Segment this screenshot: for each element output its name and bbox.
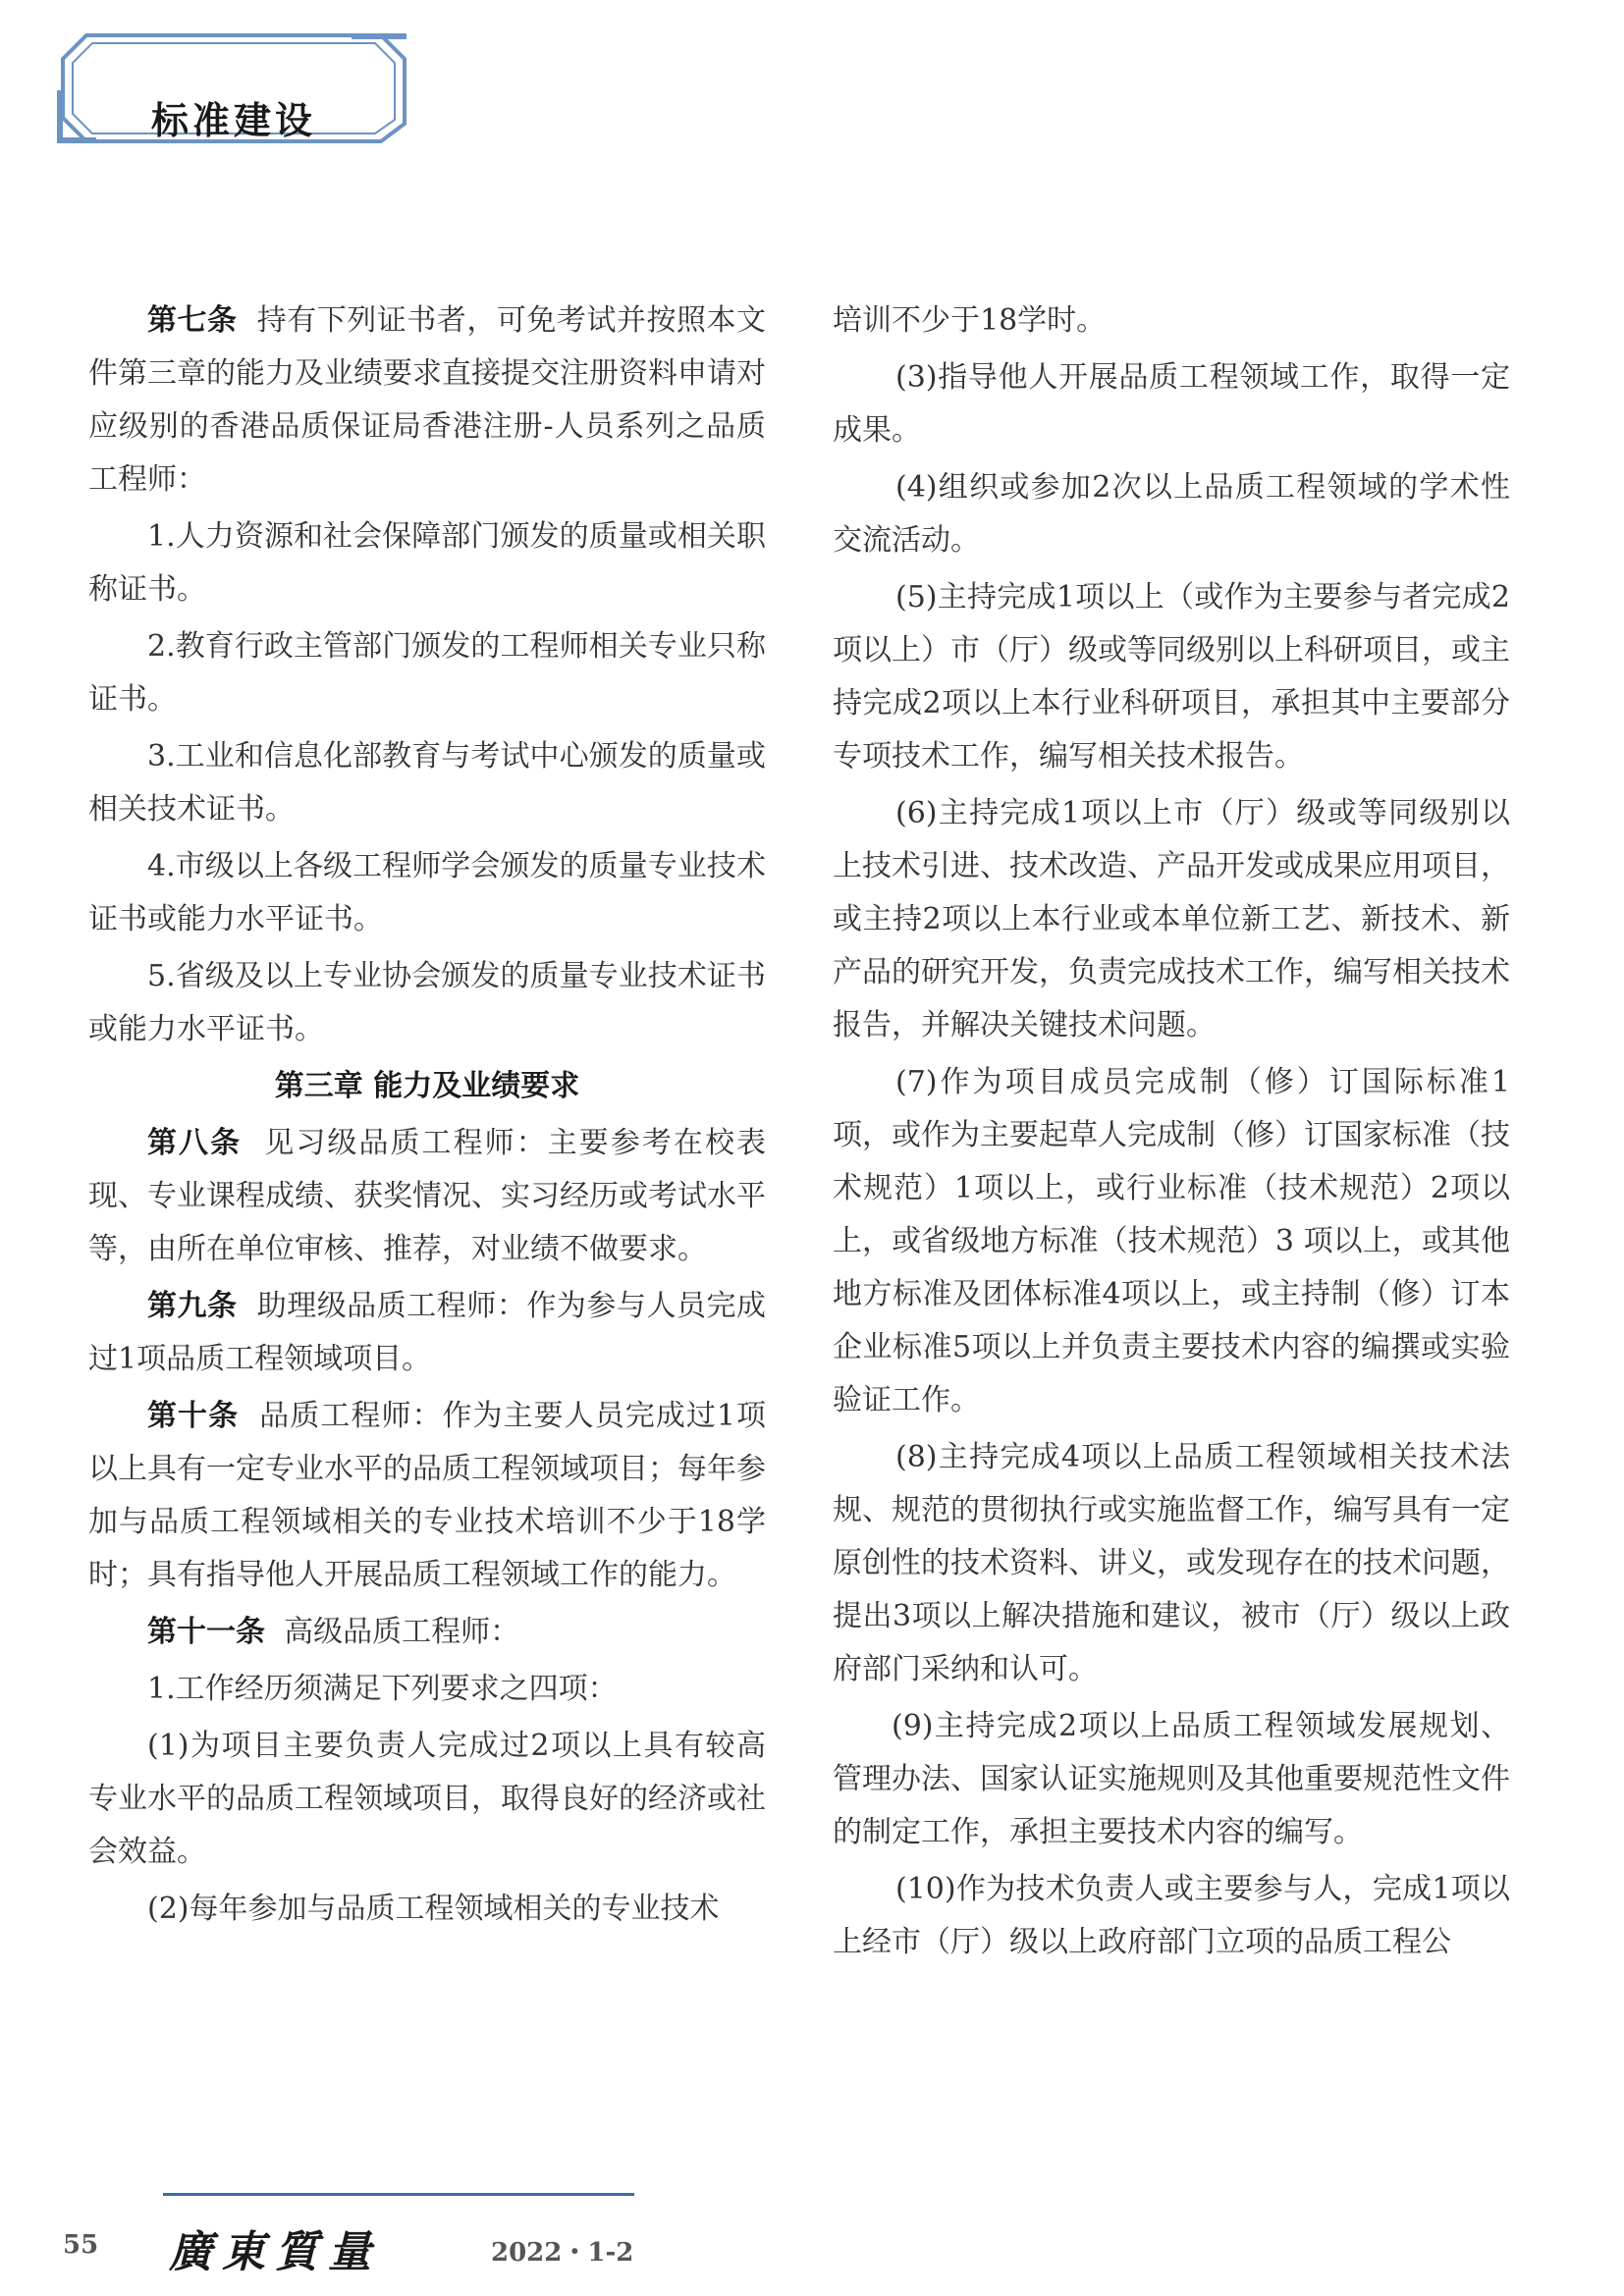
req-item-7: (7)作为项目成员完成制（修）订国际标准1项，或作为主要起草人完成制（修）订国家标准（技术规范）1项以上，或行业标准（技术规范）2项以上，或省级地方标准（技术规范）3 项以上，或其他地方标准及团体标准4项以上，或主持制（修）订本企业标准5项以上并负责主要技术内容的编撰或实验验证工作。 xyxy=(833,1065,1510,1417)
req-item-6: (6)主持完成1项以上市（厅）级或等同级别以上技术引进、技术改造、产品开发或成果应用项目，或主持2项以上本行业或本单位新工艺、新技术、新产品的研究开发，负责完成技术工作，编写相关技术报告，并解决关键技术问题。 xyxy=(833,796,1510,1042)
req-item-9: (9)主持完成2项以上品质工程领域发展规划、管理办法、国家认证实施规则及其他重要规范性文件的制定工作，承担主要技术内容的编写。 xyxy=(833,1709,1510,1849)
article-9 xyxy=(88,1280,766,1386)
req-item-4: (4)组织或参加2次以上品质工程领域的学术性交流活动。 xyxy=(833,470,1510,558)
cert-item-4: 4.市级以上各级工程师学会颁发的质量专业技术证书或能力水平证书。 xyxy=(88,849,766,936)
section-badge xyxy=(57,29,410,147)
article-7 xyxy=(88,294,766,507)
req-item-10: (10)作为技术负责人或主要参与人，完成1项以上经市（厅）级以上政府部门立项的品质工程公 xyxy=(833,1872,1510,1959)
req-item-3: (3)指导他人开展品质工程领域工作，取得一定成果。 xyxy=(833,360,1510,448)
article-11-label: 第十一条 xyxy=(147,1615,265,1649)
article-11 xyxy=(88,1606,766,1659)
footer-rule xyxy=(163,2193,634,2196)
page-number: 55 xyxy=(63,2230,99,2260)
req-item-2-end: 培训不少于18学时。 xyxy=(833,303,1107,338)
article-11-text: 高级品质工程师： xyxy=(284,1615,520,1649)
section-title: 标准建设 xyxy=(151,99,317,142)
cert-item-3: 3.工业和信息化部教育与考试中心颁发的质量或相关技术证书。 xyxy=(88,739,766,827)
article-10 xyxy=(88,1390,766,1602)
article-7-text: 持有下列证书者，可免考试并按照本文件第三章的能力及业绩要求直接提交注册资料申请对应级别的香港品质保证局香港注册-人员系列之品质工程师： xyxy=(88,303,767,497)
requirement-1: 1.工作经历须满足下列要求之四项： xyxy=(147,1672,618,1706)
magazine-logo: 廣東質量 xyxy=(169,2227,381,2277)
article-9-label: 第九条 xyxy=(147,1289,238,1323)
issue-number: 2022・1-2 xyxy=(491,2238,634,2268)
req-item-8: (8)主持完成4项以上品质工程领域相关技术法规、规范的贯彻执行或实施监督工作，编写具有一定原创性的技术资料、讲义，或发现存在的技术问题，提出3项以上解决措施和建议，被市（厅）级以上政府部门采纳和认可。 xyxy=(833,1440,1510,1686)
req-item-5: (5)主持完成1项以上（或作为主要参与者完成2项以上）市（厅）级或等同级别以上科研项目，或主持完成2项以上本行业科研项目，承担其中主要部分专项技术工作，编写相关技术报告。 xyxy=(833,580,1510,774)
right-column xyxy=(833,294,1510,1973)
cert-item-1: 1.人力资源和社会保障部门颁发的质量或相关职称证书。 xyxy=(88,519,766,607)
article-7-label: 第七条 xyxy=(147,303,238,338)
req-item-2-start: (2)每年参加与品质工程领域相关的专业技术 xyxy=(147,1892,720,1926)
article-10-label: 第十条 xyxy=(147,1399,240,1433)
article-8 xyxy=(88,1117,766,1276)
cert-item-2: 2.教育行政主管部门颁发的工程师相关专业只称证书。 xyxy=(88,629,766,717)
article-8-label: 第八条 xyxy=(147,1126,243,1160)
left-column xyxy=(88,294,766,1940)
chapter-heading: 第三章 能力及业绩要求 xyxy=(274,1069,580,1103)
req-item-1: (1)为项目主要负责人完成过2项以上具有较高专业水平的品质工程领域项目，取得良好的经济或社会效益。 xyxy=(88,1729,766,1869)
article-9-text: 助理级品质工程师：作为参与人员完成过1项品质工程领域项目。 xyxy=(88,1289,767,1376)
article-8-text: 见习级品质工程师：主要参考在校表现、专业课程成绩、获奖情况、实习经历或考试水平等，由所在单位审核、推荐，对业绩不做要求。 xyxy=(88,1126,767,1266)
cert-item-5: 5.省级及以上专业协会颁发的质量专业技术证书或能力水平证书。 xyxy=(88,959,766,1046)
article-10-text: 品质工程师：作为主要人员完成过1项以上具有一定专业水平的品质工程领域项目；每年参加与品质工程领域相关的专业技术培训不少于18学时；具有指导他人开展品质工程领域工作的能力。 xyxy=(88,1399,766,1592)
